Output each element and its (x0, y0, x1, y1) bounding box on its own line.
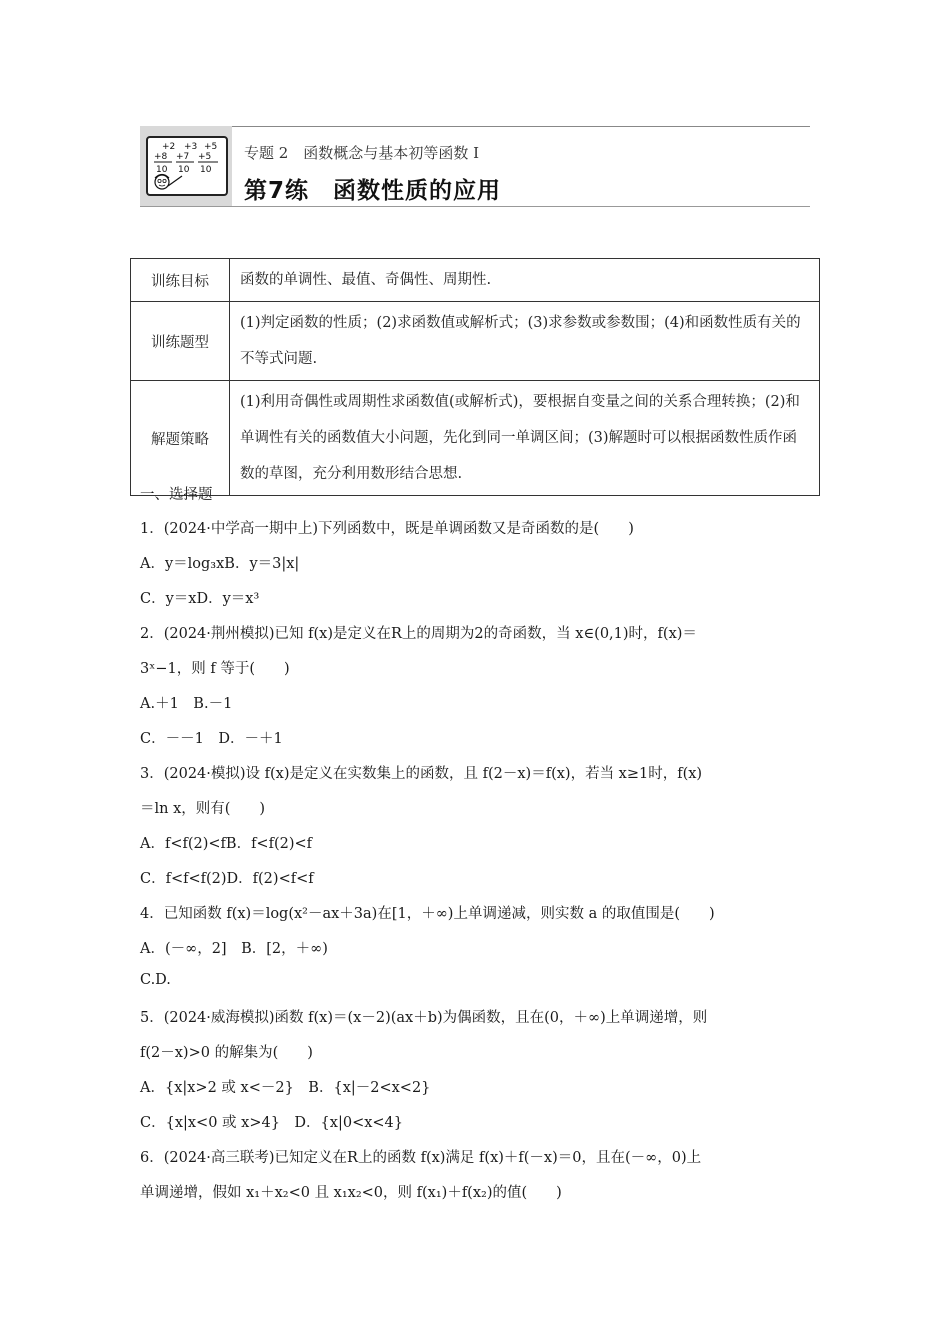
option-line: C．y＝xD．y＝x³ (140, 591, 260, 607)
chapter-header (140, 126, 810, 208)
table-content: (1)利用奇偶性或周期性求函数值(或解析式)，要根据自变量之间的关系合理转换；(2)和单调性有关的函数值大小问题，先化到同一单调区间；(3)解题时可以根据函数性质作函数的草图，充分利用数形结合思想. (230, 381, 820, 496)
question-line: f(2－x)>0 的解集为( ) (140, 1045, 313, 1061)
header-bottom-rule (140, 206, 810, 207)
logo-top-2: +3 (184, 142, 198, 152)
logo-sum-1: +8 (154, 152, 168, 162)
table-content: 函数的单调性、最值、奇偶性、周期性. (230, 259, 820, 302)
logo-result-2: 10 (178, 165, 190, 175)
option-line: A．y＝log₃xB．y＝3|x| (140, 556, 300, 572)
logo-top-3: +5 (204, 142, 218, 152)
table-row (131, 259, 820, 302)
logo-top-1: +2 (162, 142, 176, 152)
chapter-topic: 专题 2 函数概念与基本初等函数 I (244, 144, 480, 162)
question-line: 单调递增，假如 x₁＋x₂<0 且 x₁x₂<0，则 f(x₁)＋f(x₂)的值( ) (140, 1185, 562, 1201)
chalkboard-icon (146, 136, 228, 196)
option-line: A．(－∞，2] B．[2，＋∞) (140, 941, 328, 957)
table-row (131, 302, 820, 381)
logo-sum-2: +7 (176, 152, 190, 162)
option-line: C．－－1 D．－＋1 (140, 731, 283, 747)
option-line: A.＋1 B.－1 (140, 696, 233, 712)
table-label: 解题策略 (131, 381, 230, 496)
question-line: 5．(2024·威海模拟)函数 f(x)＝(x－2)(ax＋b)为偶函数，且在(0，＋∞)上单调递增，则 (140, 1010, 708, 1026)
question-line: 3ˣ−1，则 f 等于( ) (140, 661, 290, 677)
chalkboard-logo (140, 126, 232, 206)
header-top-rule (232, 126, 810, 127)
question-line: 3．(2024·模拟)设 f(x)是定义在实数集上的函数，且 f(2－x)＝f(x)，若当 x≥1时，f(x) (140, 766, 703, 782)
chalkboard-math-icon (148, 138, 226, 194)
section-title: 一、选择题 (140, 487, 213, 503)
option-line: C．{x|x<0 或 x>4} D．{x|0<x<4} (140, 1115, 403, 1131)
teacher-figure-icon (155, 175, 182, 190)
table-row (131, 381, 820, 496)
question-line: 6．(2024·高三联考)已知定义在R上的函数 f(x)满足 f(x)＋f(－x)＝0，且在(－∞，0)上 (140, 1150, 702, 1166)
logo-result-3: 10 (200, 165, 212, 175)
option-line: C.D. (140, 972, 171, 988)
question-line: 2．(2024·荆州模拟)已知 f(x)是定义在R上的周期为2的奇函数，当 x∈(0,1)时，f(x)＝ (140, 626, 697, 642)
question-line: 1．(2024·中学高一期中上)下列函数中，既是单调函数又是奇函数的是( ) (140, 521, 634, 537)
lesson-title: 第7练 函数性质的应用 (244, 178, 502, 204)
logo-result-1: 10 (156, 165, 168, 175)
option-line: C．f<f<f(2)D．f(2)<f<f (140, 871, 314, 887)
table-label: 训练目标 (131, 259, 230, 302)
option-line: A．{x|x>2 或 x<－2} B．{x|－2<x<2} (140, 1080, 431, 1096)
table-content: (1)判定函数的性质；(2)求函数值或解析式；(3)求参数或参数围；(4)和函数性质有关的不等式问题. (230, 302, 820, 381)
table-label: 训练题型 (131, 302, 230, 381)
question-line: ＝ln x，则有( ) (140, 801, 266, 817)
training-info-table (130, 258, 820, 496)
logo-sum-3: +5 (198, 152, 212, 162)
question-line: 4．已知函数 f(x)＝log(x²－ax＋3a)在[1，＋∞)上单调递减，则实数 a 的取值围是( ) (140, 906, 715, 922)
option-line: A．f<f(2)<fB．f<f(2)<f (140, 836, 313, 852)
